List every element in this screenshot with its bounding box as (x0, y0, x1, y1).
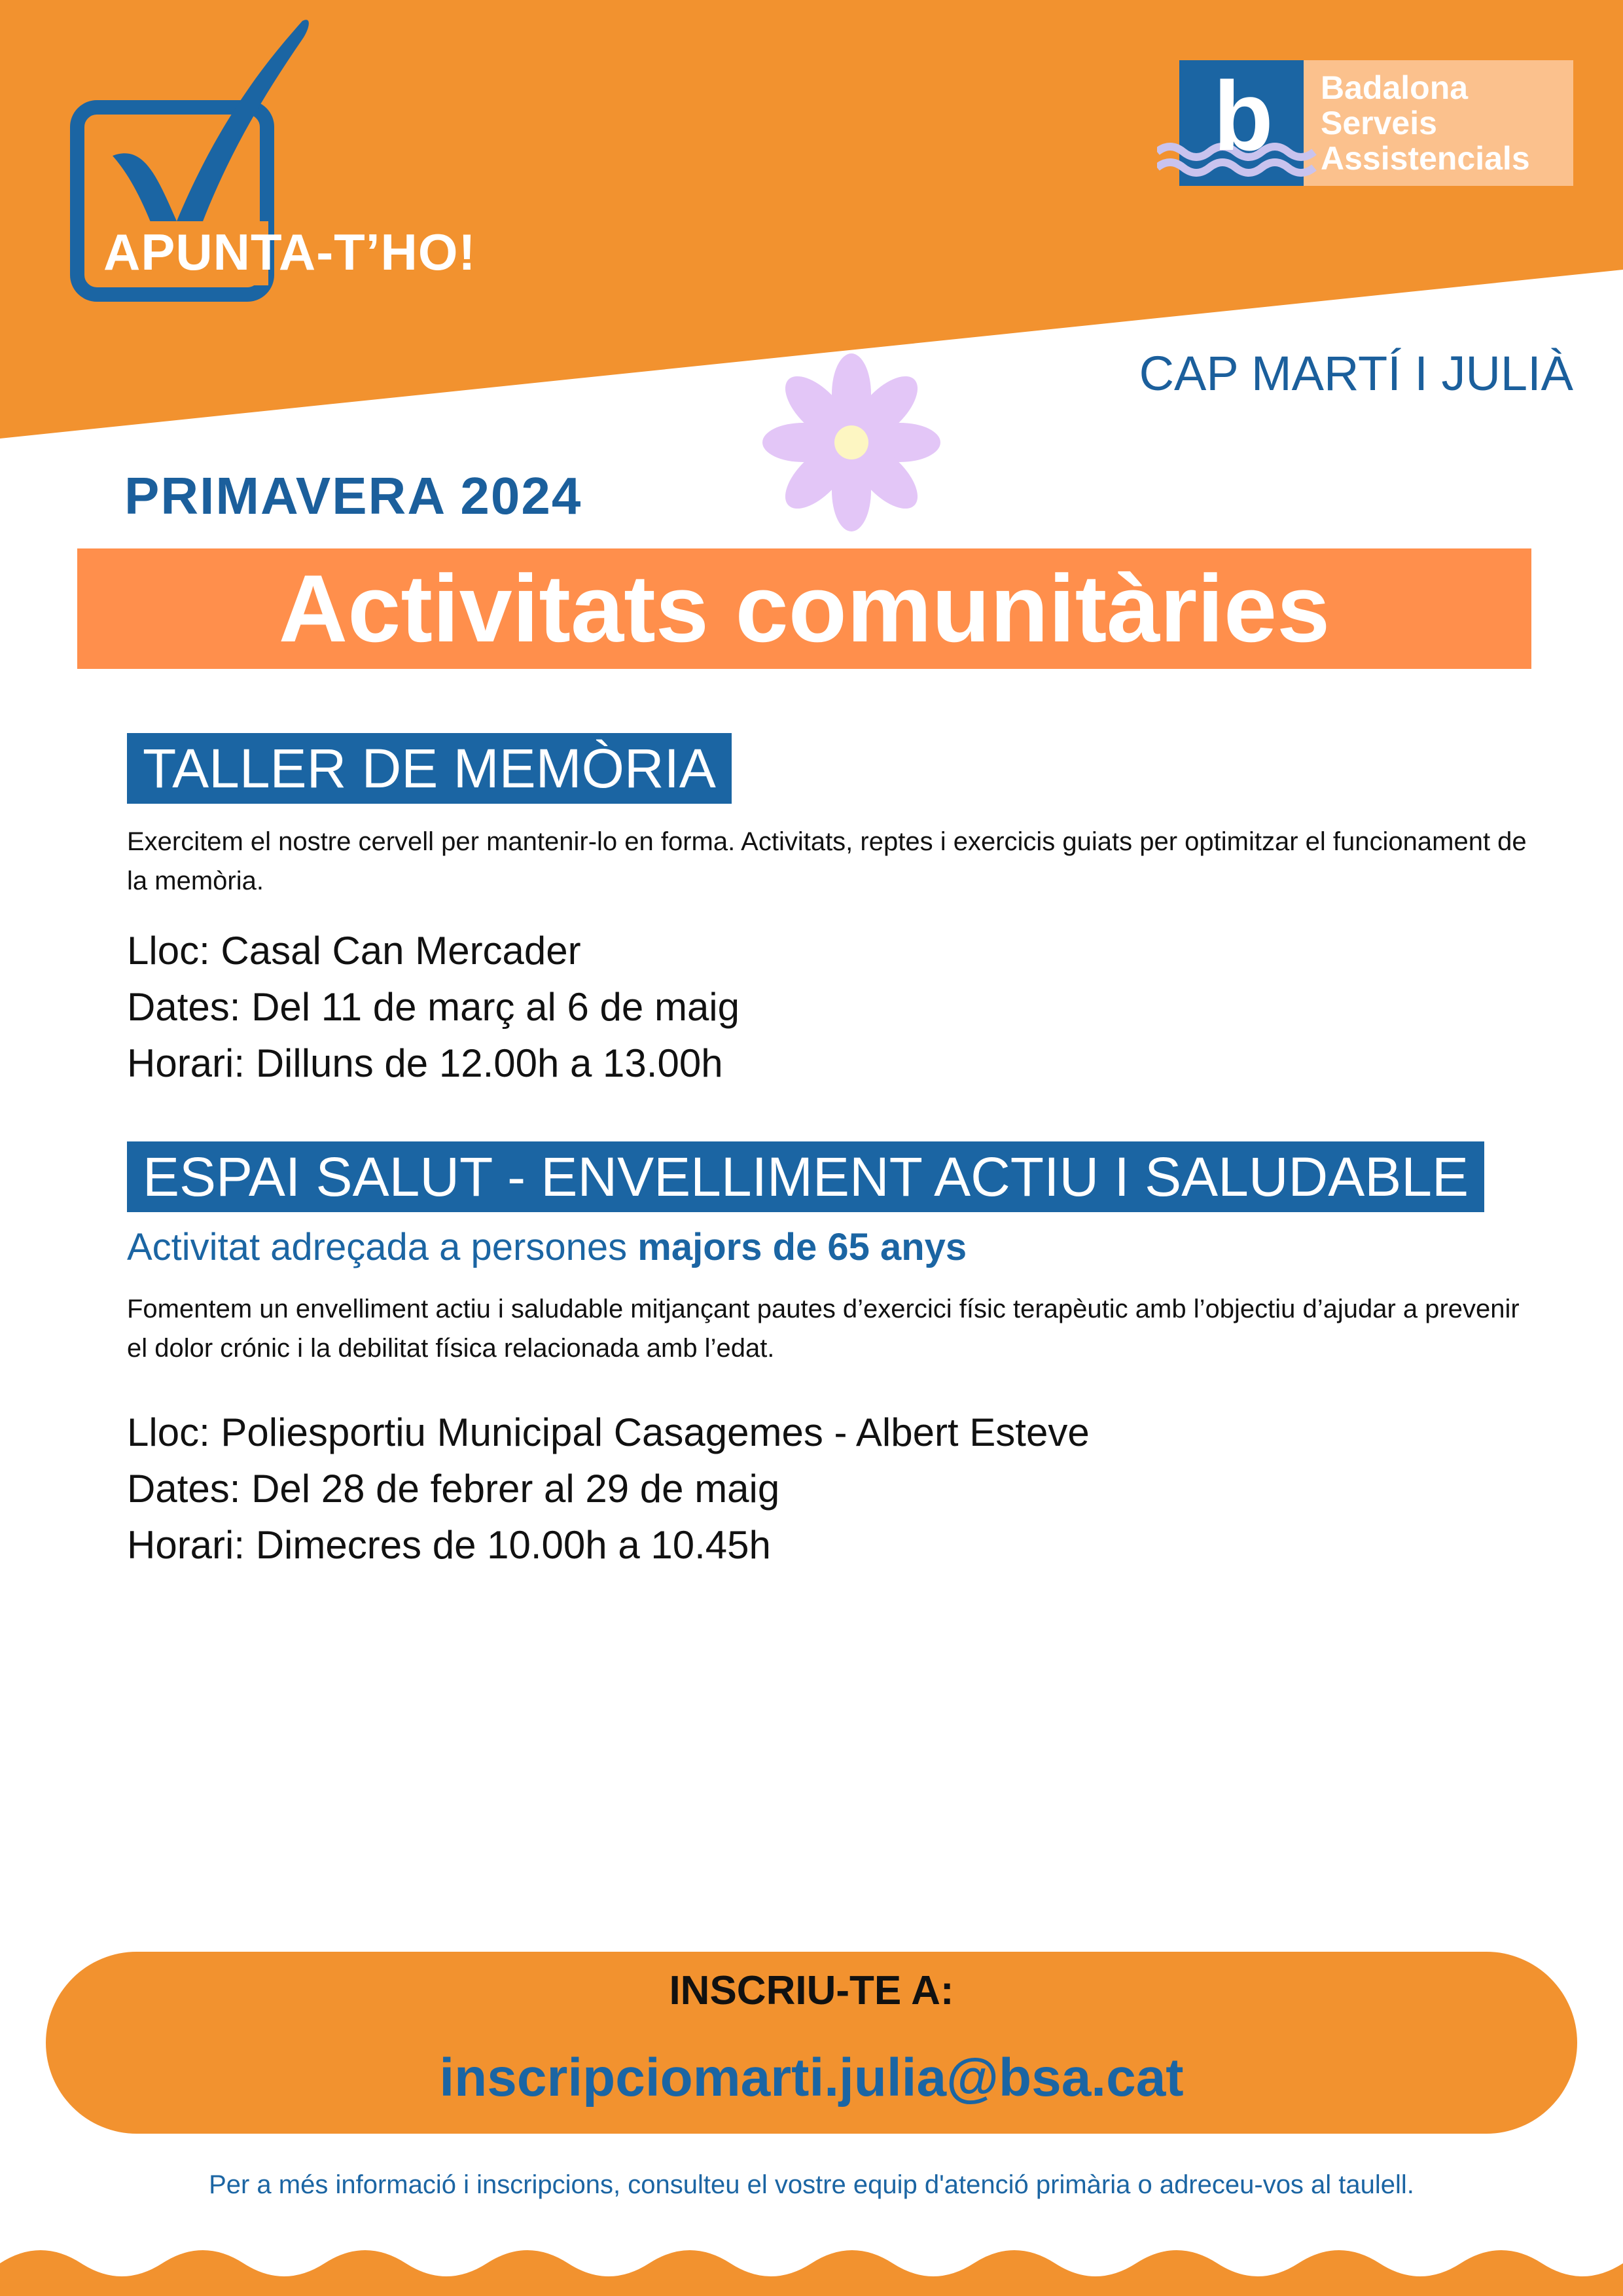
bsa-name-line-3: Assistencials (1321, 140, 1530, 177)
audience-prefix: Activitat adreçada a persones (127, 1226, 628, 1268)
health-center-name: CAP MARTÍ I JULIÀ (1139, 346, 1573, 401)
registration-label: INSCRIU-TE A: (669, 1968, 954, 2013)
section-heading-active-aging: ESPAI SALUT - ENVELLIMENT ACTIU I SALUDABLE (127, 1141, 1484, 1212)
target-audience (127, 1225, 967, 1269)
campaign-title: APUNTA-T’HO! (103, 223, 476, 281)
flower-icon (762, 353, 940, 531)
activity-dates: Dates: Del 28 de febrer al 29 de maig (127, 1467, 780, 1511)
bsa-logo-letter: b (1213, 61, 1274, 171)
main-title: Activitats comunitàries (278, 555, 1330, 662)
section-description: Fomentem un envelliment actiu i saludable mitjançant pautes d’exercici físic terapèutic amb l’objectiu d’ajudar a prevenir el dolor crónic i la debilitat física relacionada amb l’edat. (127, 1295, 1520, 1363)
activity-schedule: Horari: Dimecres de 10.00h a 10.45h (127, 1523, 771, 1567)
footer-note: Per a més informació i inscripcions, consulteu el vostre equip d'atenció primària o adreceu-vos al taulell. (209, 2170, 1414, 2199)
activity-location: Lloc: Poliesportiu Municipal Casagemes - Albert Esteve (127, 1410, 1090, 1454)
activity-dates: Dates: Del 11 de març al 6 de maig (127, 985, 740, 1029)
activity-schedule: Horari: Dilluns de 12.00h a 13.00h (127, 1041, 723, 1085)
section-heading-memory-workshop: TALLER DE MEMÒRIA (127, 733, 732, 804)
section-description: Exercitem el nostre cervell per mantenir-lo en forma. Activitats, reptes i exercicis guiats per optimitzar el funcionament de la memòria. (127, 827, 1527, 895)
season-label: PRIMAVERA 2024 (124, 467, 582, 525)
activity-location: Lloc: Casal Can Mercader (127, 929, 581, 973)
bsa-name-line-1: Badalona (1321, 69, 1469, 106)
registration-email-link[interactable]: inscripciomarti.julia@bsa.cat (439, 2048, 1184, 2108)
bsa-name-line-2: Serveis (1321, 105, 1437, 141)
wave-decoration (0, 2224, 1623, 2296)
audience-highlight: majors de 65 anys (637, 1226, 967, 1268)
